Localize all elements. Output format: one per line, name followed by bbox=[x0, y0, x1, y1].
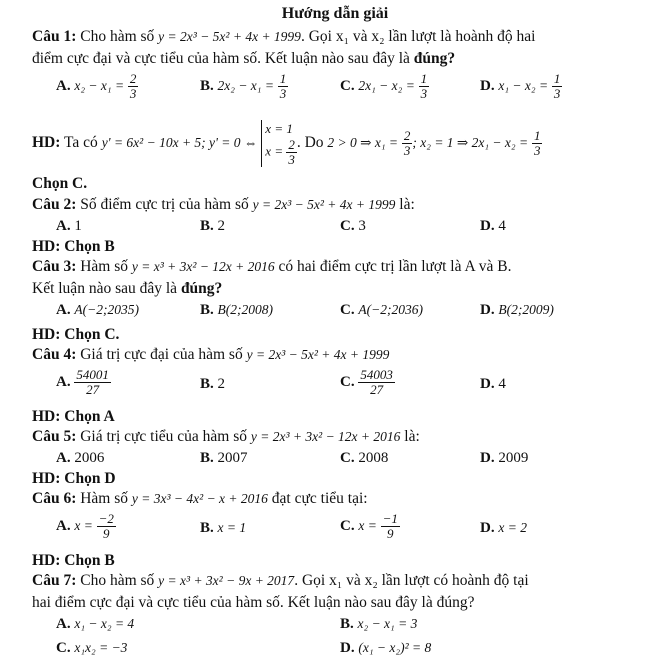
q3-line1 bbox=[32, 258, 511, 276]
option-letter: B. bbox=[200, 376, 214, 392]
q1-option-b bbox=[200, 72, 288, 101]
q4-label: Câu 4: bbox=[32, 346, 77, 363]
q4-option-d bbox=[480, 376, 506, 393]
q6-tail: đạt cực tiểu tại: bbox=[271, 490, 368, 507]
denominator: 3 bbox=[279, 86, 287, 101]
q3-option-b bbox=[200, 302, 273, 319]
q5-option-b bbox=[200, 450, 248, 467]
numerator: 1 bbox=[553, 71, 561, 86]
option-value: 2007 bbox=[217, 450, 248, 466]
q6-option-d bbox=[480, 520, 527, 537]
option-value: x₁ − x₂ = 4 bbox=[74, 616, 135, 631]
q5-tail: là: bbox=[404, 428, 420, 445]
q4-text: Giá trị cực đại của hàm số bbox=[80, 346, 243, 363]
option-value: 4 bbox=[498, 376, 506, 392]
option-value: B(2;2008) bbox=[217, 302, 273, 317]
q6-option-a bbox=[56, 512, 116, 541]
option-letter: B. bbox=[200, 302, 214, 318]
q1-hd-line bbox=[32, 120, 542, 167]
q2-option-d bbox=[480, 218, 506, 235]
option-letter: C. bbox=[56, 640, 71, 656]
q5-line bbox=[32, 428, 420, 446]
q2-option-a bbox=[56, 218, 82, 235]
option-math: x = bbox=[358, 517, 377, 533]
option-letter: A. bbox=[56, 450, 71, 466]
page-title: Hướng dẫn giải bbox=[281, 5, 389, 22]
numerator: 2 bbox=[288, 137, 295, 152]
hd-text: Ta có bbox=[64, 134, 98, 152]
q7-func: y = x³ + 3x² − 9x + 2017 bbox=[158, 573, 295, 588]
q5-func: y = 2x³ + 3x² − 12x + 2016 bbox=[250, 429, 401, 444]
q2-tail: là: bbox=[399, 196, 415, 213]
option-value: B(2;2009) bbox=[498, 302, 554, 317]
fraction bbox=[552, 72, 563, 101]
q6-answer: HD: Chọn B bbox=[32, 552, 115, 569]
q7-text: Cho hàm số bbox=[80, 572, 155, 589]
denominator: 9 bbox=[386, 526, 394, 541]
q4-func: y = 2x³ − 5x² + 4x + 1999 bbox=[246, 347, 390, 362]
q2-option-b bbox=[200, 218, 225, 235]
option-letter: B. bbox=[200, 450, 214, 466]
option-value: x₂ − x₁ = 3 bbox=[357, 616, 418, 631]
denominator: 3 bbox=[533, 143, 541, 158]
fraction bbox=[74, 368, 111, 397]
q3-text2: Kết luận nào sau đây là bbox=[32, 280, 178, 297]
q6-option-b bbox=[200, 520, 246, 537]
option-value: A(−2;2036) bbox=[358, 302, 423, 317]
q7-line2: hai điểm cực đại và cực tiểu của hàm số. Kết luận nào sau đây là đúng? bbox=[32, 594, 475, 611]
option-letter: C. bbox=[340, 517, 355, 534]
q3-func: y = x³ + 3x² − 12x + 2016 bbox=[131, 259, 275, 274]
fraction bbox=[381, 512, 400, 541]
option-letter: B. bbox=[340, 616, 354, 632]
fraction bbox=[278, 72, 289, 101]
option-value: x = 1 bbox=[217, 520, 247, 535]
q1-answer: Chọn C. bbox=[32, 175, 88, 192]
q3-text2b: đúng? bbox=[180, 280, 223, 297]
numerator: −1 bbox=[382, 511, 398, 526]
q1-option-a bbox=[56, 72, 138, 101]
sys-row-2 bbox=[265, 138, 297, 167]
option-value: 2009 bbox=[498, 450, 529, 466]
q3-option-a bbox=[56, 302, 139, 319]
q3-label: Câu 3: bbox=[32, 258, 77, 275]
q7-option-b bbox=[340, 616, 417, 633]
q2-text: Số điểm cực trị của hàm số bbox=[80, 196, 249, 213]
q1-text-c: điểm cực đại và cực tiểu của hàm số. Kết luận nào sau đây là bbox=[32, 50, 410, 67]
option-math: x₂ − x₁ = bbox=[74, 77, 125, 93]
q1-line2 bbox=[32, 50, 455, 68]
q2-label: Câu 2: bbox=[32, 196, 77, 213]
denominator: 3 bbox=[403, 143, 411, 158]
q4-option-b bbox=[200, 376, 225, 393]
denominator: 3 bbox=[553, 86, 561, 101]
fraction bbox=[532, 129, 543, 158]
q5-text: Giá trị cực tiểu của hàm số bbox=[80, 428, 248, 445]
option-math: x₁ − x₂ = bbox=[498, 77, 549, 93]
q6-text: Hàm số bbox=[80, 490, 129, 507]
q3-text: Hàm số bbox=[80, 258, 129, 275]
q1-option-d bbox=[480, 72, 562, 101]
numerator: 54003 bbox=[360, 367, 393, 382]
fraction bbox=[128, 72, 139, 101]
option-value: 1 bbox=[74, 218, 82, 234]
q6-line bbox=[32, 490, 368, 508]
q2-line bbox=[32, 196, 415, 214]
option-letter: A. bbox=[56, 302, 71, 318]
q7-option-d bbox=[340, 640, 431, 657]
q5-label: Câu 5: bbox=[32, 428, 77, 445]
numerator: 1 bbox=[420, 71, 428, 86]
option-letter: D. bbox=[480, 520, 495, 536]
q5-option-d bbox=[480, 450, 528, 467]
q1-line1 bbox=[32, 28, 535, 46]
option-letter: A. bbox=[56, 517, 71, 534]
option-letter: A. bbox=[56, 77, 71, 94]
q4-answer: HD: Chọn A bbox=[32, 408, 115, 425]
denominator: 27 bbox=[370, 382, 384, 397]
option-letter: A. bbox=[56, 373, 71, 390]
numerator: 2 bbox=[129, 71, 137, 86]
option-math: 2x₂ − x₁ = bbox=[217, 77, 274, 93]
numerator: −2 bbox=[98, 511, 114, 526]
denominator: 3 bbox=[420, 86, 428, 101]
q6-label: Câu 6: bbox=[32, 490, 77, 507]
option-letter: D. bbox=[480, 376, 495, 392]
hd-math: y' = 6x² − 10x + 5; y' = 0 ⇔ bbox=[101, 135, 258, 151]
option-value: 2008 bbox=[358, 450, 389, 466]
option-letter: D. bbox=[480, 450, 495, 466]
q3-option-d bbox=[480, 302, 554, 319]
option-value: x = 2 bbox=[498, 520, 527, 535]
sys-row-1: x = 1 bbox=[265, 121, 293, 136]
q3-option-c bbox=[340, 302, 423, 319]
q1-text-d: đúng? bbox=[413, 50, 456, 67]
q1-func: y = 2x³ − 5x² + 4x + 1999 bbox=[158, 29, 301, 44]
do-math: 2 > 0 ⇒ x₁ = bbox=[327, 135, 399, 151]
fraction bbox=[97, 512, 116, 541]
q3-tail: có hai điểm cực trị lần lượt là A và B. bbox=[278, 258, 512, 275]
option-value: x₁x₂ = −3 bbox=[74, 640, 128, 655]
do-math2: ; x₂ = 1 ⇒ 2x₁ − x₂ = bbox=[412, 135, 529, 151]
q1-text-b: . Gọi x₁ và x₂ lần lượt là hoành độ hai bbox=[300, 28, 536, 45]
q1-text: Cho hàm số bbox=[80, 28, 155, 45]
option-math: 2x₁ − x₂ = bbox=[358, 77, 415, 93]
option-value: 3 bbox=[358, 218, 366, 234]
q7-label: Câu 7: bbox=[32, 572, 77, 589]
option-letter: B. bbox=[200, 520, 214, 536]
q5-option-c bbox=[340, 450, 388, 467]
option-letter: A. bbox=[56, 616, 71, 632]
q4-option-a bbox=[56, 368, 111, 397]
q2-answer: HD: Chọn B bbox=[32, 238, 115, 255]
q1-option-c bbox=[340, 72, 429, 101]
fraction bbox=[419, 72, 430, 101]
option-value: (x₁ − x₂)² = 8 bbox=[358, 640, 432, 655]
fraction bbox=[358, 368, 395, 397]
q5-answer: HD: Chọn D bbox=[32, 470, 116, 487]
hd-label: HD: bbox=[32, 134, 61, 152]
option-letter: D. bbox=[480, 77, 495, 94]
option-letter: B. bbox=[200, 218, 214, 234]
fraction bbox=[402, 129, 413, 158]
do-text: . Do bbox=[296, 134, 324, 152]
option-letter: C. bbox=[340, 373, 355, 390]
numerator: 54001 bbox=[76, 367, 109, 382]
q2-func: y = 2x³ − 5x² + 4x + 1999 bbox=[252, 197, 396, 212]
q2-option-c bbox=[340, 218, 366, 235]
denominator: 3 bbox=[288, 152, 295, 167]
q7-tail: . Gọi x₁ và x₂ lần lượt có hoành độ tại bbox=[294, 572, 529, 589]
q7-option-c bbox=[56, 640, 127, 657]
option-letter: A. bbox=[56, 218, 71, 234]
option-letter: C. bbox=[340, 218, 355, 234]
option-letter: D. bbox=[480, 302, 495, 318]
option-letter: B. bbox=[200, 77, 214, 94]
option-value: 2 bbox=[217, 218, 226, 234]
q6-option-c bbox=[340, 512, 400, 541]
q1-label: Câu 1: bbox=[32, 28, 77, 45]
q5-option-a bbox=[56, 450, 104, 467]
option-value: 4 bbox=[498, 218, 506, 234]
numerator: 1 bbox=[279, 71, 287, 86]
option-value: 2006 bbox=[74, 450, 105, 466]
q7-line1 bbox=[32, 572, 529, 590]
numerator: 2 bbox=[403, 128, 411, 143]
option-letter: D. bbox=[340, 640, 355, 656]
q4-line bbox=[32, 346, 389, 364]
q4-option-c bbox=[340, 368, 395, 397]
option-letter: C. bbox=[340, 302, 355, 318]
option-math: x = bbox=[74, 517, 93, 533]
equation-system bbox=[261, 120, 297, 167]
q7-option-a bbox=[56, 616, 134, 633]
option-value: 2 bbox=[217, 376, 226, 392]
denominator: 27 bbox=[86, 382, 100, 397]
q6-func: y = 3x³ − 4x² − x + 2016 bbox=[131, 491, 268, 506]
fraction bbox=[286, 138, 297, 167]
option-letter: C. bbox=[340, 77, 355, 94]
denominator: 9 bbox=[102, 526, 110, 541]
q3-answer: HD: Chọn C. bbox=[32, 326, 120, 343]
option-letter: C. bbox=[340, 450, 355, 466]
denominator: 3 bbox=[129, 86, 137, 101]
option-value: A(−2;2035) bbox=[74, 302, 139, 317]
option-letter: D. bbox=[480, 218, 495, 234]
q3-line2 bbox=[32, 280, 222, 298]
numerator: 1 bbox=[533, 128, 541, 143]
sys2-pre: x = bbox=[265, 143, 284, 159]
